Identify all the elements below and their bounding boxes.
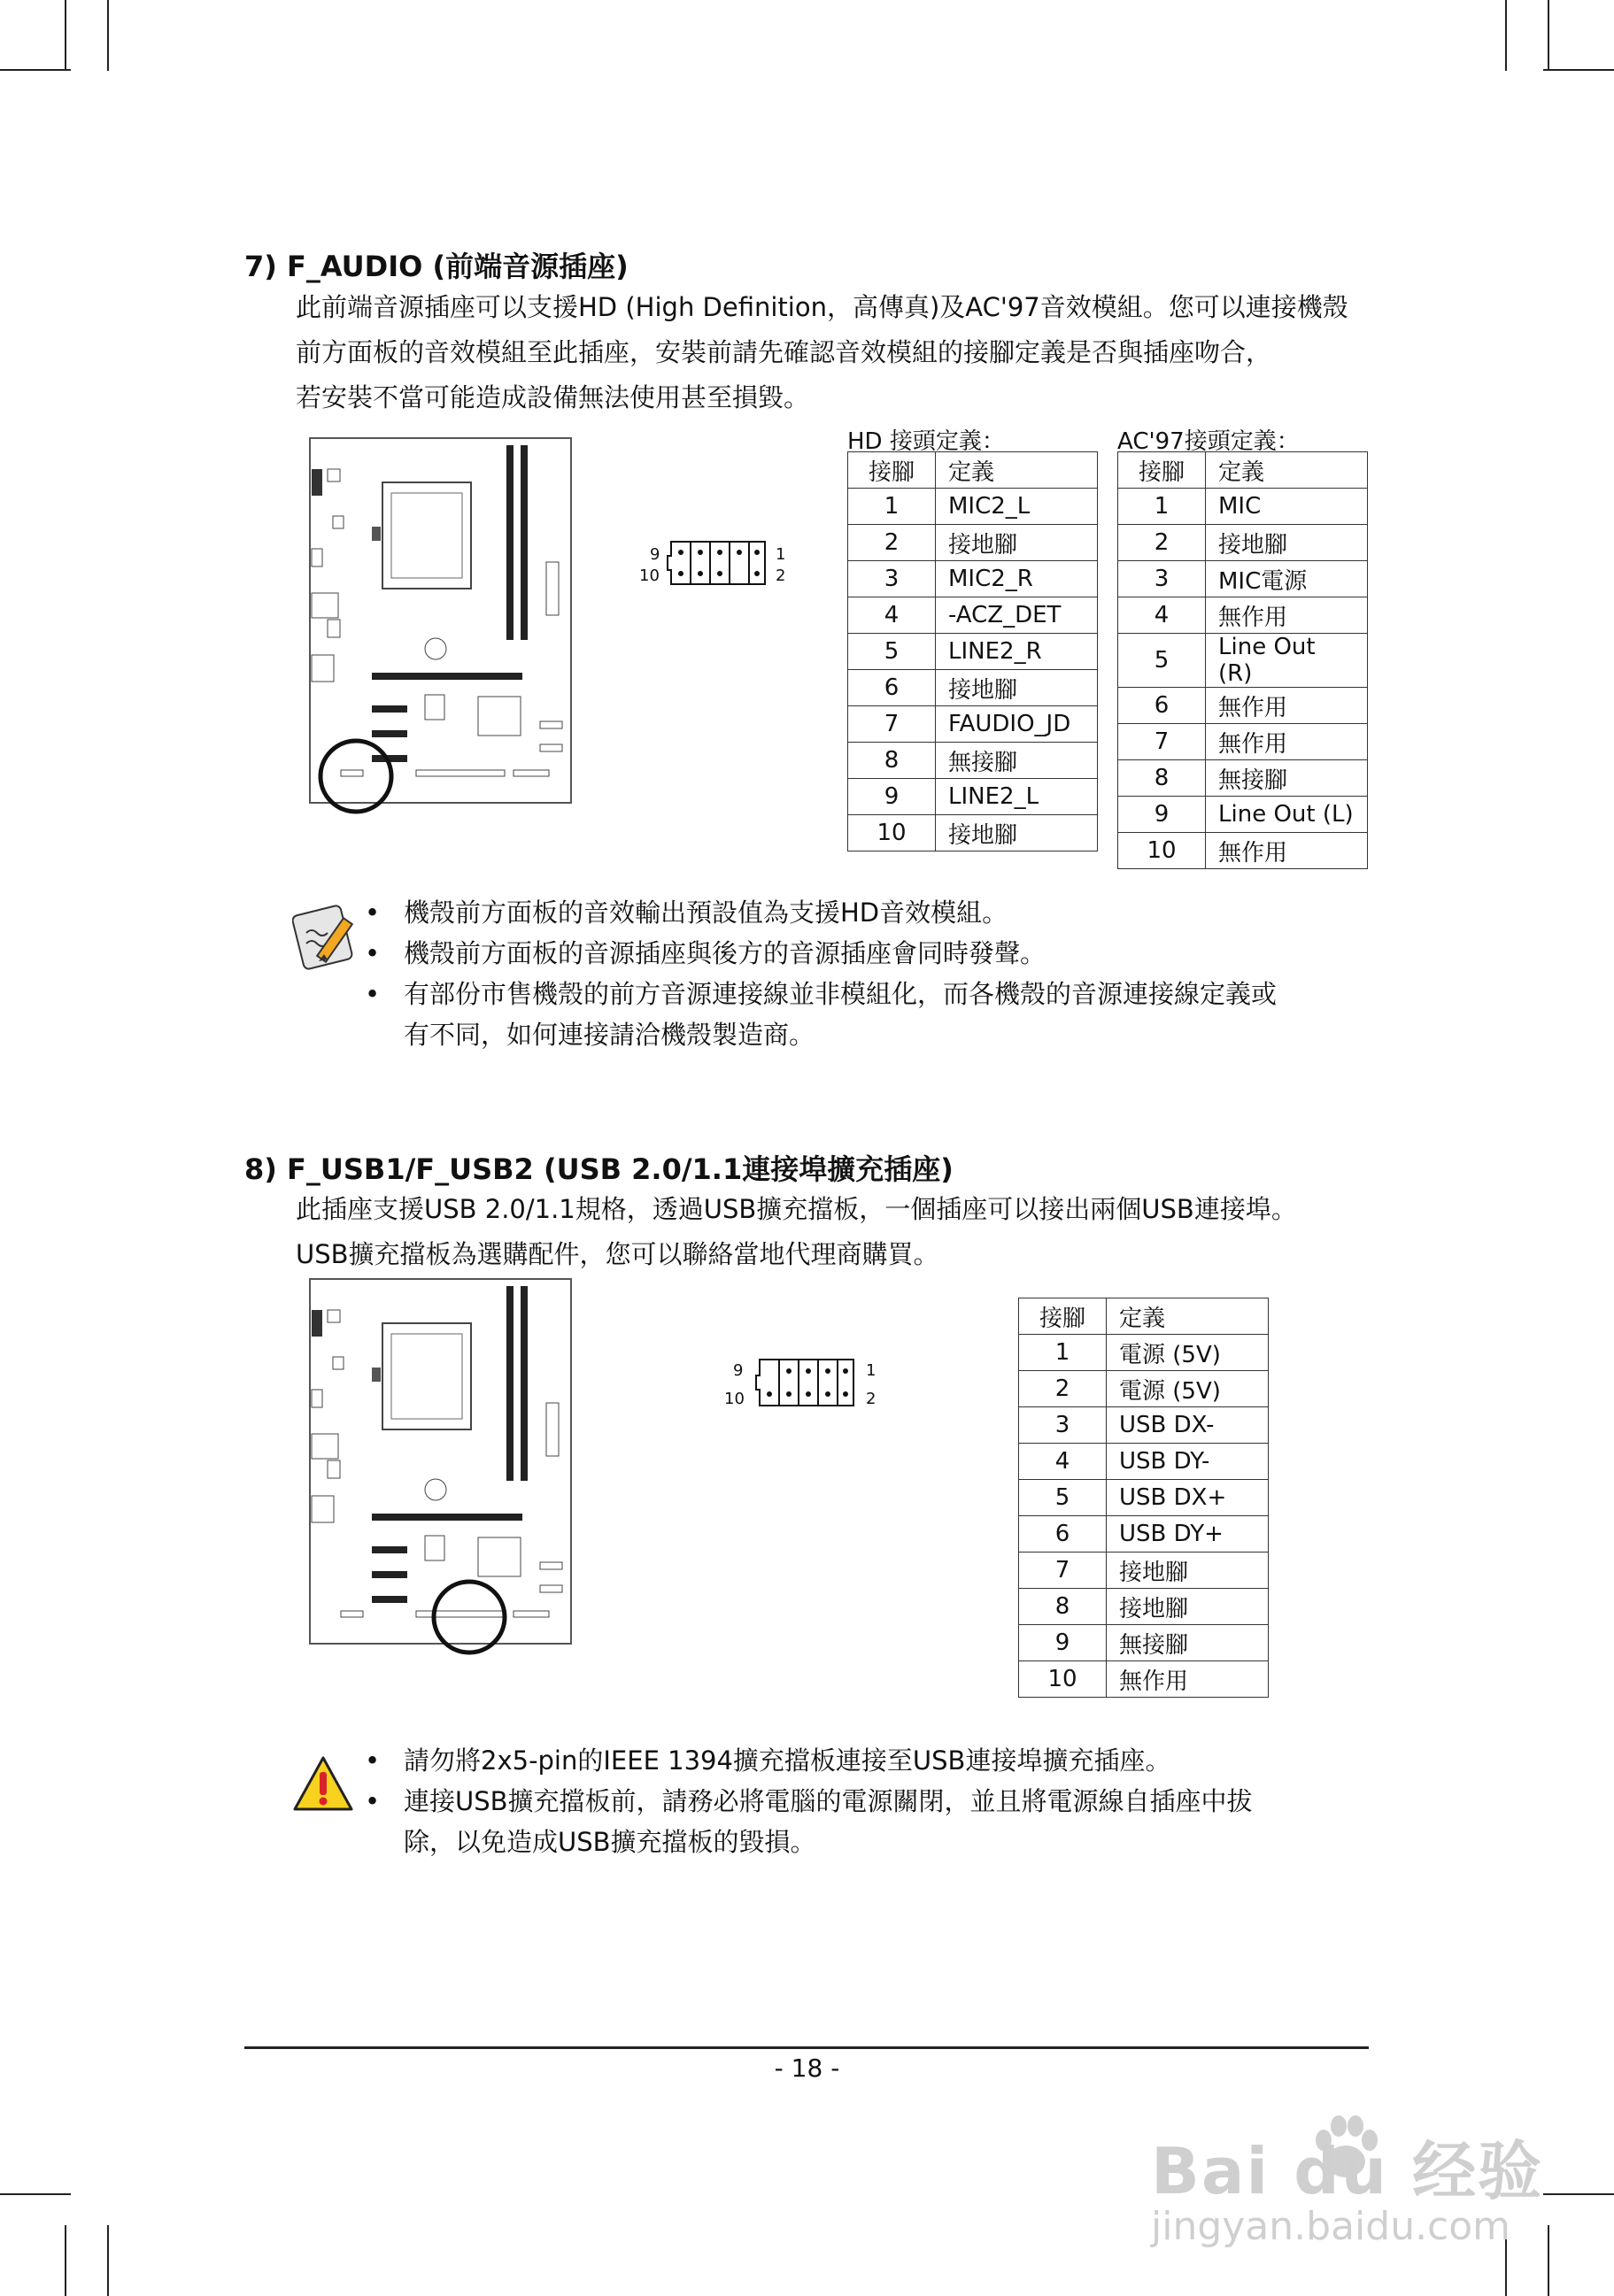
table-cell: MIC [1206, 489, 1368, 525]
section7-heading: 7) F_AUDIO (前端音源插座) [244, 250, 629, 283]
pin-label-9: 9 [733, 1361, 744, 1380]
table-cell: 電源 (5V) [1107, 1335, 1269, 1371]
header-pinout-usb [754, 1356, 861, 1409]
table-cell: 2 [1118, 525, 1206, 561]
crop-mark [1548, 0, 1549, 71]
pin-label-2: 2 [866, 1390, 877, 1408]
table-cell: MIC電源 [1206, 561, 1368, 597]
table-cell: 接地腳 [936, 815, 1098, 851]
hd-table-title: HD 接頭定義： [847, 428, 1005, 455]
table-cell: FAUDIO_JD [936, 706, 1098, 743]
table-cell: 接地腳 [936, 525, 1098, 561]
table-cell: 1 [1019, 1335, 1107, 1371]
watermark-url: jingyan.baidu.com [1151, 2204, 1511, 2249]
crop-mark [107, 2225, 109, 2296]
table-cell: 6 [1118, 688, 1206, 724]
table-cell: 3 [1019, 1407, 1107, 1444]
table-cell: 1 [848, 489, 936, 525]
crop-mark [0, 2193, 71, 2195]
footer-rule [244, 2046, 1369, 2049]
crop-mark [1505, 0, 1507, 71]
table-cell: 無接腳 [1206, 760, 1368, 797]
page-number: - 18 - [774, 2053, 840, 2083]
table-cell: 8 [1019, 1589, 1107, 1625]
table-cell: 10 [1019, 1661, 1107, 1698]
table-cell: 1 [1118, 489, 1206, 525]
para-line: USB擴充擋板為選購配件，您可以聯絡當地代理商購買。 [296, 1239, 939, 1269]
table-cell: Line Out (L) [1206, 797, 1368, 833]
table-cell: 無作用 [1206, 688, 1368, 724]
section8-paragraph [296, 1187, 1420, 1277]
section8-heading: 8) F_USB1/F_USB2 (USB 2.0/1.1連接埠擴充插座) [244, 1152, 954, 1186]
table-cell: 接地腳 [1206, 525, 1368, 561]
hd-pin-table [847, 451, 1098, 851]
crop-mark [107, 0, 109, 71]
table-cell: 4 [1118, 597, 1206, 634]
motherboard-diagram-usb [301, 1270, 584, 1668]
table-cell: 2 [848, 525, 936, 561]
table-cell: 接地腳 [1107, 1589, 1269, 1625]
table-cell: MIC2_L [936, 489, 1098, 525]
table-cell: 無接腳 [1107, 1625, 1269, 1661]
table-cell: 5 [1118, 634, 1206, 688]
table-cell: USB DY+ [1107, 1516, 1269, 1552]
table-cell: 無作用 [1206, 597, 1368, 634]
table-cell: 10 [1118, 833, 1206, 869]
pin-label-1: 1 [776, 545, 786, 564]
table-cell: MIC2_R [936, 561, 1098, 597]
table-header: 定義 [1107, 1298, 1269, 1335]
table-header: 定義 [936, 452, 1098, 489]
pin-label-2: 2 [776, 566, 786, 585]
table-cell: 8 [848, 743, 936, 779]
table-cell: 7 [1118, 724, 1206, 760]
para-line: 此插座支援USB 2.0/1.1規格，透過USB擴充擋板，一個插座可以接出兩個USB連接埠。 [296, 1194, 1297, 1224]
table-cell: 3 [1118, 561, 1206, 597]
table-cell: 電源 (5V) [1107, 1371, 1269, 1407]
section7-paragraph [296, 285, 1420, 420]
table-cell: LINE2_L [936, 779, 1098, 815]
table-cell: 7 [1019, 1552, 1107, 1589]
table-cell: 8 [1118, 760, 1206, 797]
table-header: 接腳 [1118, 452, 1206, 489]
table-cell: 10 [848, 815, 936, 851]
table-cell: 6 [848, 670, 936, 706]
table-cell: USB DX- [1107, 1407, 1269, 1444]
table-header: 定義 [1206, 452, 1368, 489]
table-cell: 無作用 [1206, 833, 1368, 869]
table-header: 接腳 [848, 452, 936, 489]
para-line: 前方面板的音效模組至此插座，安裝前請先確認音效模組的接腳定義是否與插座吻合， [296, 337, 1272, 367]
warning-icon [292, 1754, 354, 1813]
pin-label-10: 10 [639, 566, 660, 585]
table-cell: 4 [848, 597, 936, 634]
table-cell: 3 [848, 561, 936, 597]
table-cell: -ACZ_DET [936, 597, 1098, 634]
crop-mark [1543, 69, 1614, 71]
table-cell: 2 [1019, 1371, 1107, 1407]
para-line: 若安裝不當可能造成設備無法使用甚至損毀。 [296, 382, 810, 412]
table-cell: 無接腳 [936, 743, 1098, 779]
table-cell: 無作用 [1107, 1661, 1269, 1698]
table-cell: LINE2_R [936, 634, 1098, 670]
table-cell: 4 [1019, 1444, 1107, 1480]
table-cell: 9 [1118, 797, 1206, 833]
crop-mark [65, 2225, 66, 2296]
header-pinout-audio [666, 538, 772, 588]
crop-mark [1548, 2225, 1549, 2296]
table-cell: USB DX+ [1107, 1480, 1269, 1516]
usb-pin-table [1018, 1298, 1269, 1698]
table-cell: 5 [1019, 1480, 1107, 1516]
pin-label-1: 1 [866, 1361, 877, 1380]
watermark-brand: Bai du 经验 [1151, 2134, 1544, 2208]
note-pencil-icon [292, 901, 367, 975]
crop-mark [65, 0, 66, 71]
table-cell: 接地腳 [1107, 1552, 1269, 1589]
table-cell: 無作用 [1206, 724, 1368, 760]
ac97-table-title: AC'97接頭定義： [1117, 428, 1300, 455]
motherboard-diagram-audio [301, 429, 584, 828]
table-cell: 5 [848, 634, 936, 670]
table-cell: 接地腳 [936, 670, 1098, 706]
crop-mark [1543, 2193, 1614, 2195]
table-cell: 9 [848, 779, 936, 815]
table-header: 接腳 [1019, 1298, 1107, 1335]
table-cell: USB DY- [1107, 1444, 1269, 1480]
table-cell: 7 [848, 706, 936, 743]
para-line: 此前端音源插座可以支援HD (High Definition，高傳真)及AC'97音效模組。您可以連接機殼 [296, 292, 1348, 322]
ac97-pin-table [1117, 451, 1368, 869]
table-cell: 9 [1019, 1625, 1107, 1661]
table-cell: 6 [1019, 1516, 1107, 1552]
pin-label-9: 9 [650, 545, 660, 564]
crop-mark [0, 69, 71, 71]
pin-label-10: 10 [724, 1390, 745, 1408]
table-cell: Line Out (R) [1206, 634, 1368, 688]
